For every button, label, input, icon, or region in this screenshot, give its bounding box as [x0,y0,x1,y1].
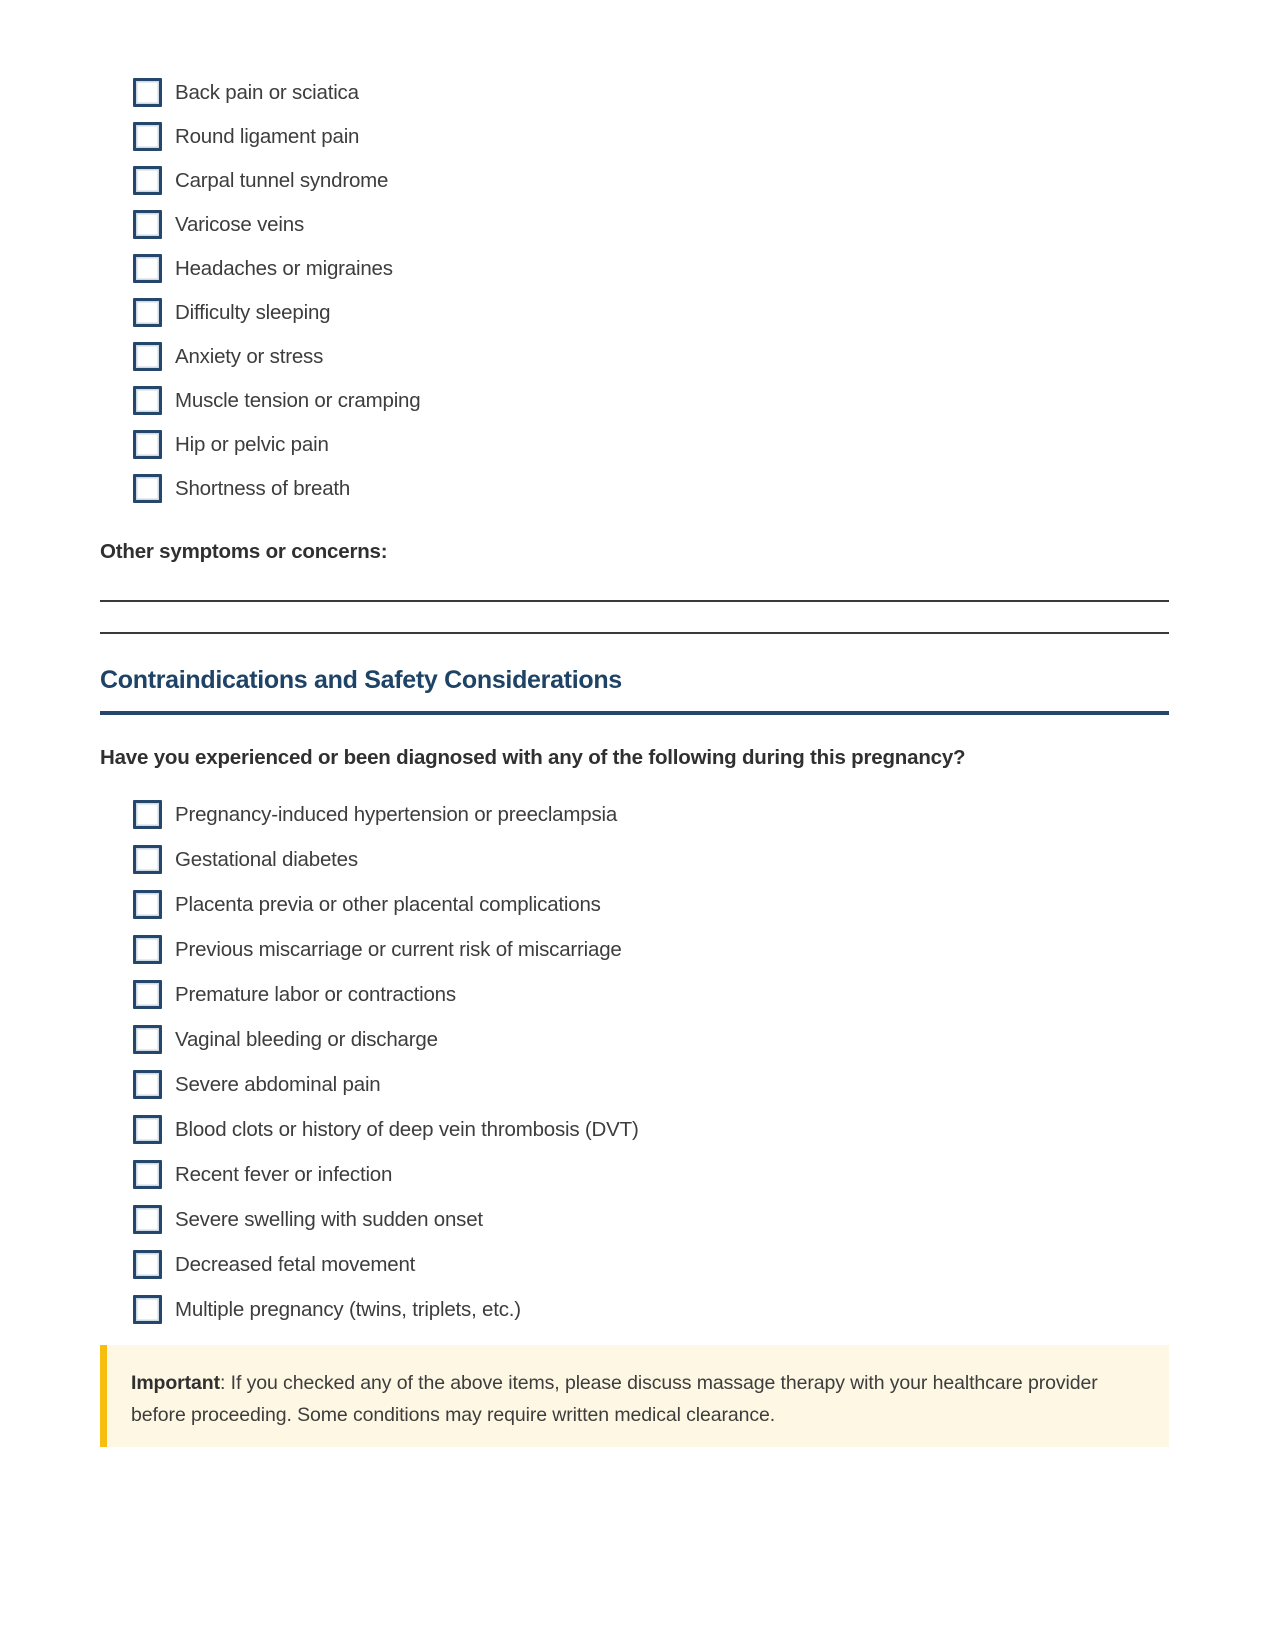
checkbox[interactable] [133,166,162,195]
checklist-item [100,122,1169,151]
checklist-item [100,342,1169,371]
checkbox[interactable] [133,298,162,327]
checkbox[interactable] [133,474,162,503]
checklist-item-label: Difficulty sleeping [175,300,331,324]
checklist-item-label: Round ligament pain [175,124,360,148]
checkbox[interactable] [133,386,162,415]
important-note [100,1345,1169,1447]
checklist-item [100,1160,1169,1189]
checklist-item-label: Shortness of breath [175,476,351,500]
checkbox[interactable] [133,254,162,283]
symptoms-checklist [100,78,1169,503]
checklist-item [100,1205,1169,1234]
checklist-item-label: Anxiety or stress [175,344,324,368]
checklist-item [100,1025,1169,1054]
checkbox[interactable] [133,1025,162,1054]
checklist-item [100,474,1169,503]
checklist-item-label: Previous miscarriage or current risk of miscarriage [175,937,622,961]
checklist-item-label: Decreased fetal movement [175,1252,416,1276]
checklist-item-label: Muscle tension or cramping [175,388,421,412]
checkbox[interactable] [133,1160,162,1189]
checkbox[interactable] [133,210,162,239]
checkbox[interactable] [133,122,162,151]
checklist-item [100,1115,1169,1144]
other-symptoms-label: Other symptoms or concerns: [100,540,388,563]
checklist-item [100,890,1169,919]
checklist-item [100,800,1169,829]
checklist-item-label: Pregnancy-induced hypertension or preeclampsia [175,802,618,826]
checkbox[interactable] [133,78,162,107]
writing-line-1[interactable] [100,600,1169,602]
checklist-item [100,1250,1169,1279]
checkbox[interactable] [133,800,162,829]
checklist-item-label: Premature labor or contractions [175,982,456,1006]
important-note-text: : If you checked any of the above items, please discuss massage therapy with your healthcare provider before proceeding. Some conditions may require written medical clearance. [131,1372,1098,1426]
checklist-item [100,254,1169,283]
checklist-item [100,935,1169,964]
checklist-item [100,980,1169,1009]
section-divider [100,711,1169,715]
checkbox[interactable] [133,890,162,919]
checklist-item-label: Severe swelling with sudden onset [175,1207,483,1231]
section-title: Contraindications and Safety Considerations [100,666,622,694]
checklist-item [100,386,1169,415]
checkbox[interactable] [133,1115,162,1144]
checkbox[interactable] [133,935,162,964]
checkbox[interactable] [133,1070,162,1099]
checklist-item-label: Carpal tunnel syndrome [175,168,389,192]
checklist-item-label: Multiple pregnancy (twins, triplets, etc.) [175,1297,521,1321]
checklist-item [100,166,1169,195]
checklist-item-label: Gestational diabetes [175,847,358,871]
checklist-item-label: Vaginal bleeding or discharge [175,1027,438,1051]
checkbox[interactable] [133,342,162,371]
checklist-item [100,1070,1169,1099]
checklist-item-label: Placenta previa or other placental complications [175,892,601,916]
checkbox[interactable] [133,980,162,1009]
checklist-item-label: Severe abdominal pain [175,1072,381,1096]
checkbox[interactable] [133,1205,162,1234]
writing-line-2[interactable] [100,632,1169,634]
checkbox[interactable] [133,430,162,459]
checkbox[interactable] [133,1250,162,1279]
important-note-label: Important [131,1372,221,1394]
checklist-item [100,298,1169,327]
checkbox[interactable] [133,1295,162,1324]
checklist-item-label: Blood clots or history of deep vein thrombosis (DVT) [175,1117,639,1141]
checklist-item-label: Hip or pelvic pain [175,432,329,456]
checklist-item-label: Recent fever or infection [175,1162,393,1186]
checkbox[interactable] [133,845,162,874]
checklist-item [100,430,1169,459]
checklist-item [100,845,1169,874]
checklist-item-label: Back pain or sciatica [175,80,359,104]
checklist-item [100,78,1169,107]
checklist-item [100,210,1169,239]
contraindications-question: Have you experienced or been diagnosed with any of the following during this pregnancy? [100,746,966,769]
checklist-item [100,1295,1169,1324]
contraindications-checklist [100,800,1169,1324]
checklist-item-label: Headaches or migraines [175,256,393,280]
checklist-item-label: Varicose veins [175,212,304,236]
